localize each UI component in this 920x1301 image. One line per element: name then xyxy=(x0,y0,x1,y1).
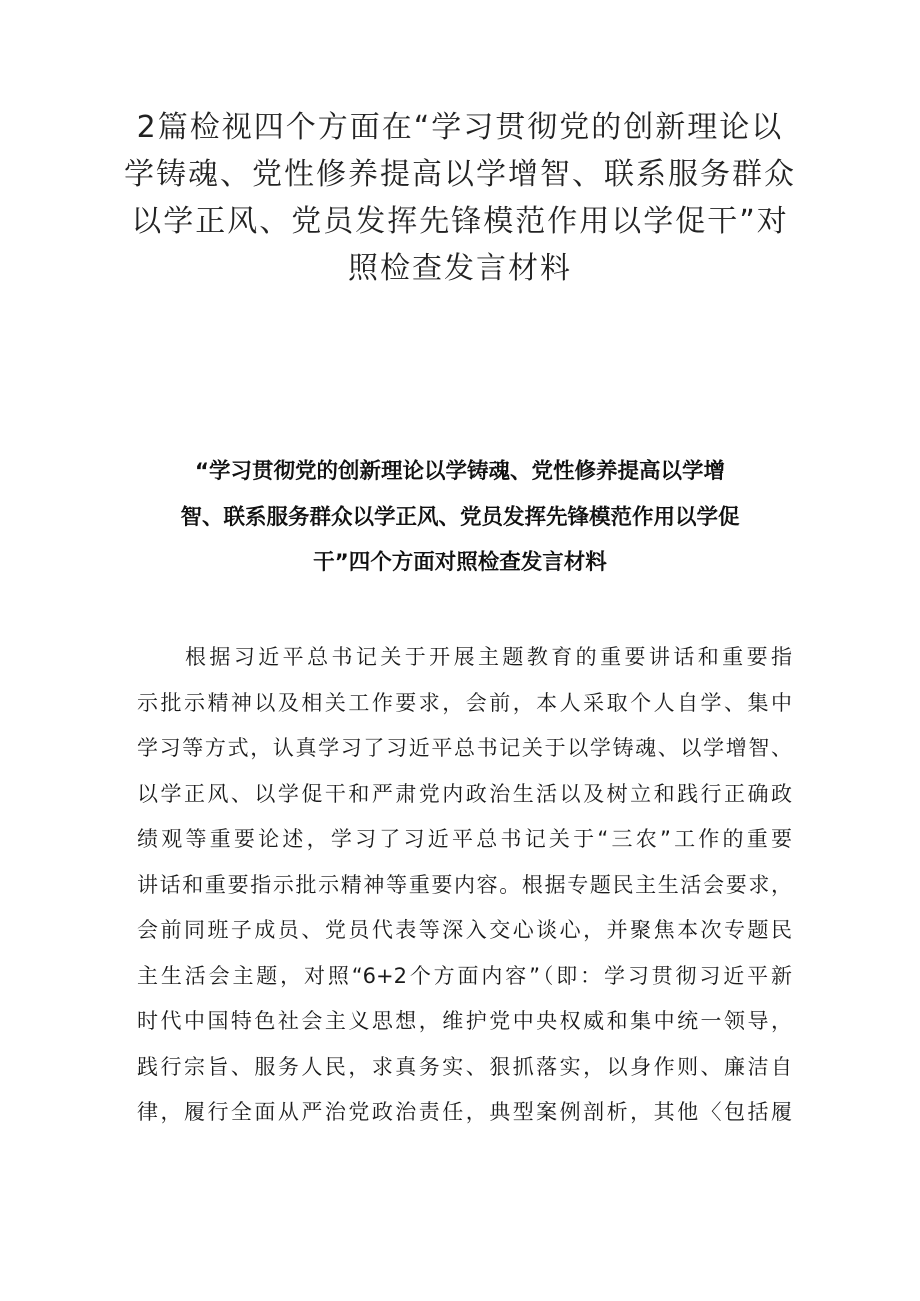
title-line: 以学正风、党员发挥先锋模范作用以学促干”对 xyxy=(131,204,789,239)
body-line: 会前同班子成员、党员代表等深入交心谈心，并聚焦本次专题民 xyxy=(137,918,792,942)
body-line: 以学正风、以学促干和严肃党内政治生活以及树立和践行正确政 xyxy=(137,781,792,806)
body-line: 根据习近平总书记关于开展主题教育的重要讲话和重要指 xyxy=(185,645,792,669)
body-line: 示批示精神以及相关工作要求，会前，本人采取个人自学、集中 xyxy=(137,690,792,715)
body-line: 主生活会主题，对照“6+2个方面内容”（即：学习贯彻习近平新 xyxy=(137,963,792,988)
subtitle-line: 干”四个方面对照检查发言材料 xyxy=(313,550,607,575)
body-paragraph xyxy=(137,635,792,1136)
title-line: 2篇检视四个方面在“学习贯彻党的创新理论以 xyxy=(136,110,784,145)
title-line: 学铸魂、党性修养提高以学增智、联系服务群众 xyxy=(124,157,796,192)
section-subtitle xyxy=(130,449,790,586)
body-line: 律，履行全面从严治党政治责任，典型案例剖析，其他〈包括履 xyxy=(137,1100,792,1124)
subtitle-line: “学习贯彻党的创新理论以学铸魂、党性修养提高以学增 xyxy=(194,459,726,484)
subtitle-line: 智、联系服务群众以学正风、党员发挥先锋模范作用以学促 xyxy=(180,504,740,530)
body-line: 讲话和重要指示批示精神等重要内容。根据专题民主生活会要求， xyxy=(137,872,792,897)
body-line: 绩观等重要论述，学习了习近平总书记关于“三农”工作的重要 xyxy=(137,827,792,851)
body-line: 学习等方式，认真学习了习近平总书记关于以学铸魂、以学增智、 xyxy=(137,736,792,760)
title-line: 照检查发言材料 xyxy=(348,251,572,286)
body-line: 时代中国特色社会主义思想，维护党中央权威和集中统一领导， xyxy=(137,1009,792,1033)
body-line: 践行宗旨、服务人民，求真务实、狠抓落实，以身作则、廉洁自 xyxy=(137,1054,792,1079)
document-title xyxy=(120,104,800,292)
